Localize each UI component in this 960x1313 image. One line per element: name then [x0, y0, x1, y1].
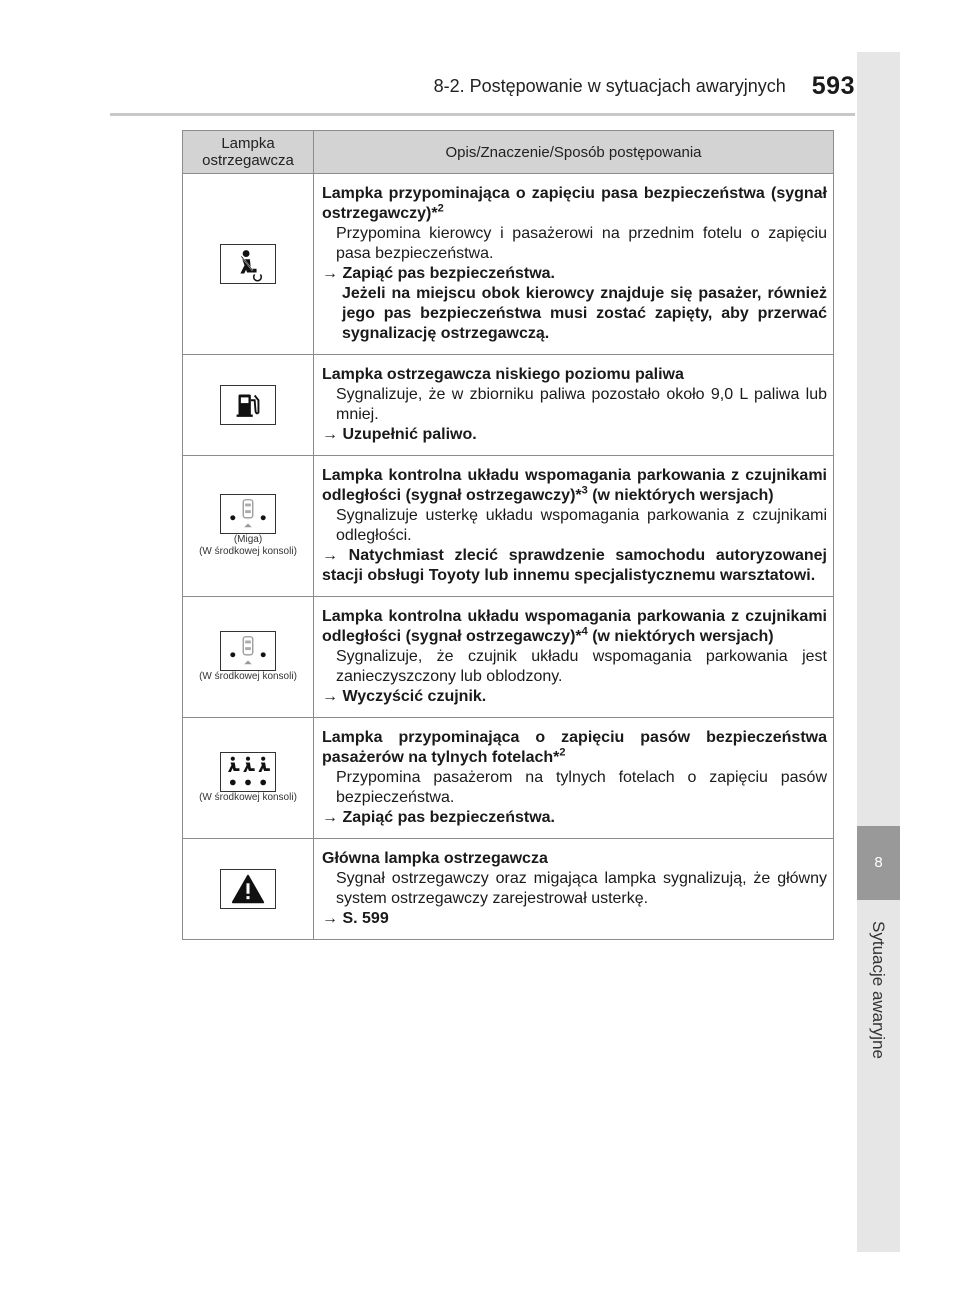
seatbelt-icon	[220, 244, 276, 284]
description-cell	[314, 355, 834, 456]
warning-action: → Zapiąć pas bezpieczeństwa.	[322, 809, 555, 826]
warning-description: Sygnalizuje usterkę układu wspomagania parkowania z czujnikami odległości.	[336, 507, 827, 544]
rear-seatbelts-icon	[220, 752, 276, 792]
table-row	[183, 597, 834, 718]
icon-cell	[183, 839, 314, 940]
warning-description: Przypomina kierowcy i pasażerowi na przednim fotelu o zapięciu pasa bezpieczeństwa.	[336, 225, 827, 262]
column-header-light: Lampka ostrzegawcza	[183, 131, 314, 174]
fuel-pump-icon	[220, 385, 276, 425]
table-row	[183, 718, 834, 839]
parking-sensor-icon	[220, 631, 276, 671]
column-header-description: Opis/Znaczenie/Sposób postępowania	[314, 131, 834, 174]
icon-caption: (W środkowej konsoli)	[199, 792, 297, 803]
icon-cell	[183, 174, 314, 355]
warning-title: Lampka ostrzegawcza niskiego poziomu paliwa	[322, 366, 684, 383]
warning-description: Przypomina pasażerom na tylnych fotelach o zapięciu pasów bezpieczeństwa.	[336, 769, 827, 806]
warning-title: Lampka przypominająca o zapięciu pasów bezpieczeństwa pasażerów na tylnych fotelach*$^2$	[322, 729, 827, 766]
warning-title: Główna lampka ostrzegawcza	[322, 850, 548, 867]
warning-description: Sygnał ostrzegawczy oraz migająca lampka sygnalizują, że główny system ostrzegawczy zarejestrował usterkę.	[336, 870, 827, 907]
table-row	[183, 355, 834, 456]
chapter-number-tab: 8	[857, 826, 900, 900]
warning-description: Sygnalizuje, że w zbiorniku paliwa pozostało około 9,0 L paliwa lub mniej.	[336, 386, 827, 423]
description-cell	[314, 456, 834, 597]
icon-caption: (W środkowej konsoli)	[199, 671, 297, 682]
master-warning-icon	[220, 869, 276, 909]
icon-cell	[183, 718, 314, 839]
table-header-row	[183, 131, 834, 174]
warning-title: Lampka przypominająca o zapięciu pasa bezpieczeństwa (sygnał ostrzegawczy)*$^2$	[322, 185, 827, 222]
description-cell	[314, 597, 834, 718]
parking-sensor-icon	[220, 494, 276, 534]
table-row	[183, 456, 834, 597]
page-number: 593	[811, 72, 855, 100]
table-row	[183, 174, 834, 355]
icon-caption: (Miga) (W środkowej konsoli)	[199, 534, 297, 557]
description-cell	[314, 718, 834, 839]
icon-cell	[183, 456, 314, 597]
icon-cell	[183, 597, 314, 718]
header-rule	[110, 113, 855, 116]
warning-title: Lampka kontrolna układu wspomagania parkowania z czujnikami odległości (sygnał ostrzegawczy)*$^3$ (w niektórych wersjach)	[322, 467, 827, 504]
warning-description: Sygnalizuje, że czujnik układu wspomagania parkowania jest zanieczyszczony lub oblodzony.	[336, 648, 827, 685]
section-title: 8-2. Postępowanie w sytuacjach awaryjnych	[433, 76, 786, 96]
warning-title: Lampka kontrolna układu wspomagania parkowania z czujnikami odległości (sygnał ostrzegawczy)*$^4$ (w niektórych wersjach)	[322, 608, 827, 645]
side-tab-band	[857, 52, 900, 1252]
warning-lights-table	[182, 130, 834, 940]
description-cell	[314, 174, 834, 355]
page-header	[0, 72, 855, 101]
warning-action: → Uzupełnić paliwo.	[322, 426, 477, 443]
warning-action: → Zapiąć pas bezpieczeństwa.	[322, 265, 555, 282]
page-reference-link[interactable]: → S. 599	[322, 910, 389, 927]
icon-cell	[183, 355, 314, 456]
warning-action: → Natychmiast zlecić sprawdzenie samochodu autoryzowanej stacji obsługi Toyoty lub innemu specjalistycznemu warsztatowi.	[322, 547, 828, 584]
chapter-title-vertical: Sytuacje awaryjne	[869, 921, 888, 1059]
warning-action-note: Jeżeli na miejscu obok kierowcy znajduje się pasażer, również jego pas bezpieczeństwa musi zostać zapięty, aby przerwać sygnalizację ostrzegawczą.	[342, 285, 827, 342]
warning-action: → Wyczyścić czujnik.	[322, 688, 487, 705]
description-cell	[314, 839, 834, 940]
table-row	[183, 839, 834, 940]
